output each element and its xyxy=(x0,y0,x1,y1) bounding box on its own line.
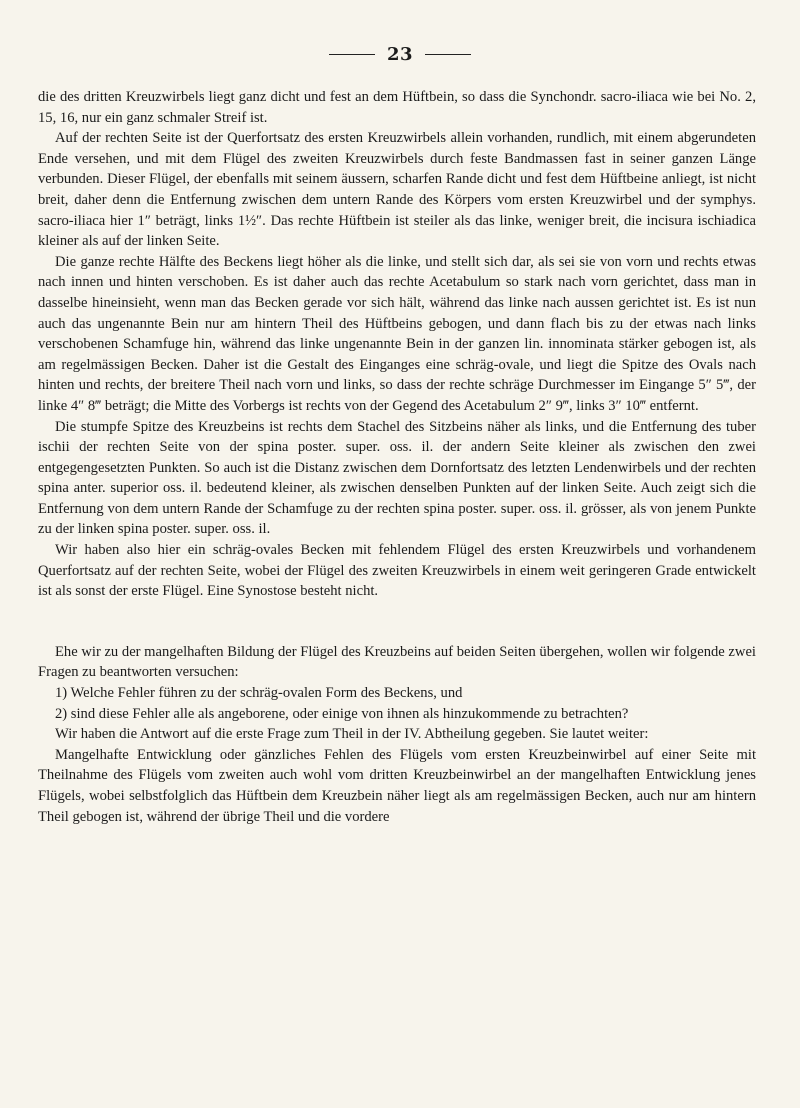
paragraph: Die ganze rechte Hälfte des Beckens liegt höher als die linke, und stellt sich dar, als sei sie von vorn und rechts etwas nach innen und hinten verschoben. Es ist daher auch das rechte Acetabulum so stark nach vorn gerichtet, dass man in dasselbe hineinsieht, wenn man das Becken gerade vor sich hält, während das linke nach aussen gerichtet ist. Es ist nun auch das ungenannte Bein nur am hintern Theil des Hüftbeins gebogen, und dann flach bis zu der etwas nach links verschobenen Schamfuge hin, während das linke ungenannte Bein in der ganzen lin. innominata stärker gebogen ist, als am regelmässigen Becken. Daher ist die Gestalt des Einganges eine schräg-ovale, und liegt die Spitze des Ovals nach hinten und rechts, der breitere Theil nach vorn und links, so dass der rechte schräge Durchmesser im Eingange 5″ 5‴, der linke 4″ 8‴ beträgt; die Mitte des Vorbergs ist rechts von der Gegend des Acetabulum 2″ 9‴, links 3″ 10‴ entfernt. xyxy=(38,253,756,414)
paragraph: Die stumpfe Spitze des Kreuzbeins ist rechts dem Stachel des Sitzbeins näher als links, und die Entfernung des tuber ischii der rechten Seite von der spina poster. super. oss. il. der andern Seite kleiner als zwischen den zwei entgegengesetzten Punkten. So auch ist die Distanz zwischen dem Dornfortsatz des letzten Lendenwirbels und der rechten spina anter. superior oss. il. bedeutend kleiner, als zwischen denselben Punkten auf der linken Seite. Auch zeigt sich die Entfernung von dem untern Rande der Schamfuge zu der rechten spina poster. super. oss. il. grösser, als von jenem Punkte zu der linken spina poster. super. oss. il. xyxy=(38,418,756,538)
page-number: 23 xyxy=(386,43,414,65)
question-item: 1) Welche Fehler führen zu der schräg-ovalen Form des Beckens, und xyxy=(55,685,463,702)
question-item: 2) sind diese Fehler alle als angeborene, oder einige von ihnen als hinzukommende zu betrachten? xyxy=(55,705,629,722)
paragraph: Wir haben die Antwort auf die erste Frage zum Theil in der IV. Abtheilung gegeben. Sie lautet weiter: xyxy=(55,726,649,743)
page-header xyxy=(0,42,800,66)
header-rule-left xyxy=(329,54,375,55)
paragraph: Auf der rechten Seite ist der Querfortsatz des ersten Kreuzwirbels allein vorhanden, rundlich, mit einem abgerundeten Ende versehen, und mit dem Flügel des zweiten Kreuzwirbels durch feste Bandmassen fast in seiner ganzen Länge verbunden. Dieser Flügel, der ebenfalls mit seinem äussern, scharfen Rande dicht und fest dem Hüftbeine anliegt, ist nicht breit, daher denn die Entfernung zwischen dem untern Rande des Körpers vom ersten Kreuzwirbel und der symphys. sacro-iliaca hier 1″ beträgt, links 1½″. Das rechte Hüftbein ist steiler als das linke, weniger breit, die incisura ischiadica kleiner als auf der linken Seite. xyxy=(38,130,756,250)
header-rule-right xyxy=(425,54,471,55)
paragraph: Mangelhafte Entwicklung oder gänzliches Fehlen des Flügels vom ersten Kreuzbeinwirbel auf einer Seite mit Theilnahme des Flügels vom zweiten auch wohl vom dritten Kreuzbeinwirbel an der mangelhaften Entwicklung jenes Flügels, wobei selbstfolglich das Hüftbein dem Kreuzbein näher liegt als am regelmässigen Becken, auch nur am hintern Theil gebogen ist, während der übrige Theil und die vordere xyxy=(38,746,756,825)
paragraph: die des dritten Kreuzwirbels liegt ganz dicht und fest an dem Hüftbein, so dass die Synchondr. sacro-iliaca wie bei No. 2, 15, 16, nur ein ganz schmaler Streif ist. xyxy=(38,89,756,126)
paragraph: Ehe wir zu der mangelhaften Bildung der Flügel des Kreuzbeins auf beiden Seiten übergehen, wollen wir folgende zwei Fragen zu beantworten versuchen: xyxy=(38,643,756,681)
paragraph: Wir haben also hier ein schräg-ovales Becken mit fehlendem Flügel des ersten Kreuzwirbels und vorhandenem Querfortsatz auf der rechten Seite, wobei der Flügel des zweiten Kreuzwirbels in einem weit geringeren Grade entwickelt ist als sonst der erste Flügel. Eine Synostose besteht nicht. xyxy=(38,542,756,600)
body-text xyxy=(38,87,756,827)
